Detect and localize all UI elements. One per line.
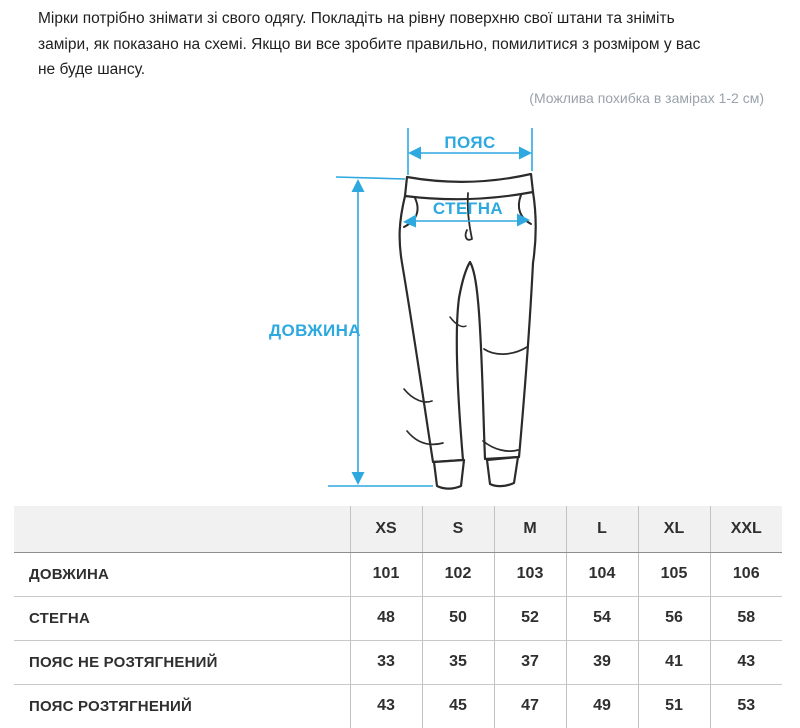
- table-row-waist-stretched: [14, 684, 782, 728]
- size-value: 102: [422, 552, 494, 596]
- pants-body: [400, 192, 536, 462]
- length-extension-top: [336, 177, 405, 179]
- size-value: 53: [710, 684, 782, 728]
- measurement-label: ПОЯС НЕ РОЗТЯГНЕНИЙ: [14, 640, 350, 684]
- size-table-header-row: [14, 506, 782, 553]
- size-value: 56: [638, 596, 710, 640]
- size-value: 103: [494, 552, 566, 596]
- size-value: 51: [638, 684, 710, 728]
- hips-label: СТЕГНА: [432, 198, 504, 218]
- left-cuff: [434, 460, 464, 489]
- length-label: ДОВЖИНА: [269, 320, 361, 340]
- size-value: 105: [638, 552, 710, 596]
- table-row-hips: [14, 596, 782, 640]
- size-column-header-l: L: [566, 506, 638, 553]
- measurement-tolerance-note: (Можлива похибка в замірах 1-2 см): [529, 89, 764, 106]
- arrowhead-left: [408, 146, 421, 159]
- size-value: 104: [566, 552, 638, 596]
- waist-label: ПОЯС: [444, 132, 496, 152]
- size-column-header-s: S: [422, 506, 494, 553]
- size-column-header-xs: XS: [350, 506, 422, 553]
- size-value: 49: [566, 684, 638, 728]
- size-value: 54: [566, 596, 638, 640]
- size-column-header-m: M: [494, 506, 566, 553]
- size-value: 41: [638, 640, 710, 684]
- intro-line: не буде шансу.: [38, 61, 146, 78]
- arrowhead-down: [352, 472, 365, 485]
- size-value: 45: [422, 684, 494, 728]
- table-row-length: [14, 552, 782, 596]
- size-table: [14, 506, 782, 728]
- size-value: 106: [710, 552, 782, 596]
- measurement-label: СТЕГНА: [14, 596, 350, 640]
- size-value: 43: [710, 640, 782, 684]
- size-value: 33: [350, 640, 422, 684]
- pants-measurement-diagram: [0, 106, 800, 506]
- size-value: 52: [494, 596, 566, 640]
- size-value: 58: [710, 596, 782, 640]
- arrowhead-up: [352, 179, 365, 192]
- arrowhead-right: [519, 146, 532, 159]
- intro-paragraph: [0, 0, 800, 83]
- size-value: 50: [422, 596, 494, 640]
- size-column-header-xxl: XXL: [710, 506, 782, 553]
- size-value: 101: [350, 552, 422, 596]
- size-value: 37: [494, 640, 566, 684]
- intro-line: заміри, як показано на схемі. Якщо ви все зробите правильно, помилитися з розміром у вас: [38, 35, 701, 53]
- intro-line: Мірки потрібно знімати зі свого одягу. Покладіть на рівну поверхню свої штани та зніміть: [38, 10, 675, 27]
- measurement-label: ПОЯС РОЗТЯГНЕНИЙ: [14, 684, 350, 728]
- size-value: 39: [566, 640, 638, 684]
- size-value: 47: [494, 684, 566, 728]
- size-column-header-xl: XL: [638, 506, 710, 553]
- waistband: [405, 174, 533, 199]
- measurement-label: ДОВЖИНА: [29, 565, 110, 583]
- size-value: 43: [350, 684, 422, 728]
- size-value: 35: [422, 640, 494, 684]
- corner-cell: [14, 506, 350, 553]
- table-row-waist-unstretched: [14, 640, 782, 684]
- size-value: 48: [350, 596, 422, 640]
- right-cuff: [487, 457, 518, 486]
